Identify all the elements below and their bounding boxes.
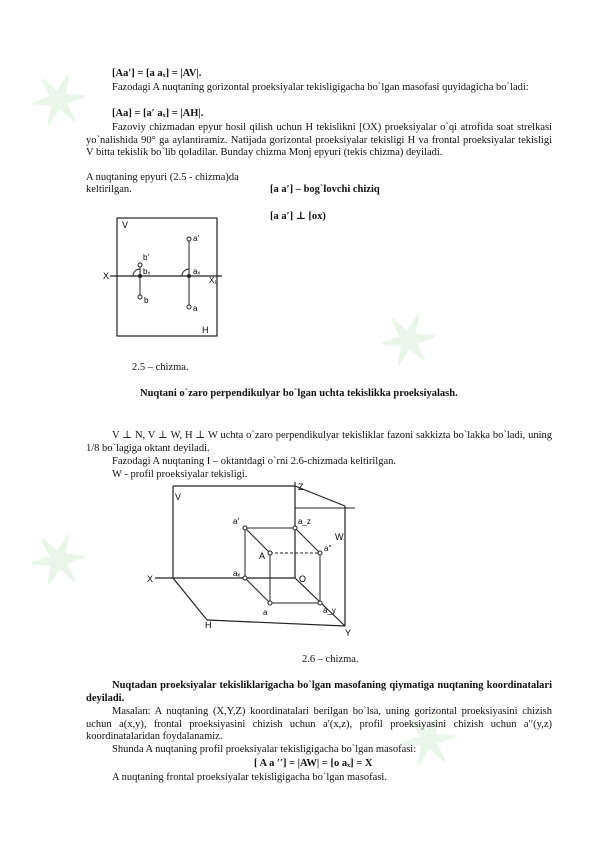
formula-2: [Aa] = [a′ aₓ] = |AH|. [112, 108, 204, 119]
formula-3: [ A a ′′] = |AW| = [o aₓ] = X [254, 758, 373, 769]
caption-2-6: 2.6 – chizma. [302, 654, 359, 665]
label-Z: Z [298, 482, 304, 492]
label-a2: a″ [324, 544, 332, 553]
label-O: O [299, 574, 307, 584]
heading-2: Nuqtadan proeksiyalar tekisliklarigacha bo`lgan masofaning qiymatiga nuqtaning koordinatalari deyiladi. [86, 680, 552, 704]
heading-1: Nuqtani o`zaro perpendikulyar bo`lgan uchta tekislikka proeksiyalash. [140, 388, 458, 399]
label-A: A [259, 551, 266, 561]
paragraph-3b: keltirilgan. [86, 184, 132, 195]
label-V: V [122, 220, 129, 230]
paragraph-7: Masalan: A nuqtaning (X,Y,Z) koordinatalari berilgan bo`lsa, uning gorizontal proeksiyasini chizish uchun a(x,y), frontal proeksiyasini chizish uchun a′(x,z), profil proeksiyasini chizish uchun a′′(y,z) koordinatalaridan foydalanamiz. [86, 706, 552, 743]
label-X: X [103, 271, 110, 281]
label-X: X [147, 574, 154, 584]
label-H: H [202, 325, 209, 335]
label-bx: bₓ [143, 267, 151, 276]
paragraph-5: Fazodagi A nuqtaning I – oktantdagi o`rni 2.6-chizmada keltirilgan. [112, 456, 397, 467]
paragraph-4: V ⊥ N, V ⊥ W, H ⊥ W uchta o`zaro perpendikulyar tekisliklar fazoni sakkizta bo`lakka bo`ladi, uning 1/8 bo`lagiga oktant deyiladi. [86, 430, 552, 454]
label-ax: aₓ [193, 267, 201, 276]
label-a-prime: a′ [193, 234, 199, 243]
label-X1: X₁ [209, 276, 218, 285]
label-a: a [263, 608, 268, 617]
formula-top: [Aa′] = [a aₓ] = |AV|. [112, 68, 202, 79]
paragraph-1: Fazodagi A nuqtaning gorizontal proeksiyalar tekisligigacha bo`lgan masofasi quyidagicha bo`ladi: [112, 82, 529, 93]
paragraph-2: Fazoviy chizmadan epyur hosil qilish uchun H tekislikni [OX) proeksiyalar o`qi atrofida soat strelkasi yo`nalishida 90° ga aylantiramiz. Natijada gorizontal proeksiyalar tekisligi H va frontal proeksiyalar tekisligi V bitta tekislik bo`lib qoladilar. Bunday chizma Monj epyuri (tekis chizma) deyiladi. [86, 122, 552, 159]
watermark: ✶ [12, 512, 107, 610]
side-note-2: [a a′] ⊥ [ox) [270, 211, 326, 222]
watermark: ✶ [362, 292, 457, 390]
label-W: W [335, 532, 344, 542]
paragraph-6: W - profil proeksiyalar tekisligi. [112, 469, 248, 480]
label-b-prime: b′ [143, 253, 149, 262]
paragraph-9: A nuqtaning frontal proeksiyalar tekisligigacha bo`lgan masofasi. [112, 772, 387, 783]
label-b: b [144, 296, 149, 305]
label-a-prime: a′ [233, 517, 239, 526]
label-ax: aₓ [233, 569, 241, 578]
paragraph-3a: A nuqtaning epyuri (2.5 - chizma)da [86, 172, 239, 183]
figure-2-6 [145, 478, 365, 640]
side-note-1: [a a′] – bog`lovchi chiziq [270, 184, 380, 195]
watermark: ✶ [382, 692, 477, 790]
label-ay: a_y [323, 606, 336, 615]
label-az: a_z [298, 517, 311, 526]
figure-2-5 [100, 215, 225, 340]
paragraph-8: Shunda A nuqtaning profil proeksiyalar tekisligigacha bo`lgan masofasi: [112, 744, 417, 755]
label-V: V [175, 492, 182, 502]
watermark: ✶ [12, 52, 107, 150]
caption-2-5: 2.5 – chizma. [132, 362, 189, 373]
label-Y: Y [345, 628, 352, 638]
label-H: H [205, 620, 212, 630]
label-a: a [193, 304, 198, 313]
